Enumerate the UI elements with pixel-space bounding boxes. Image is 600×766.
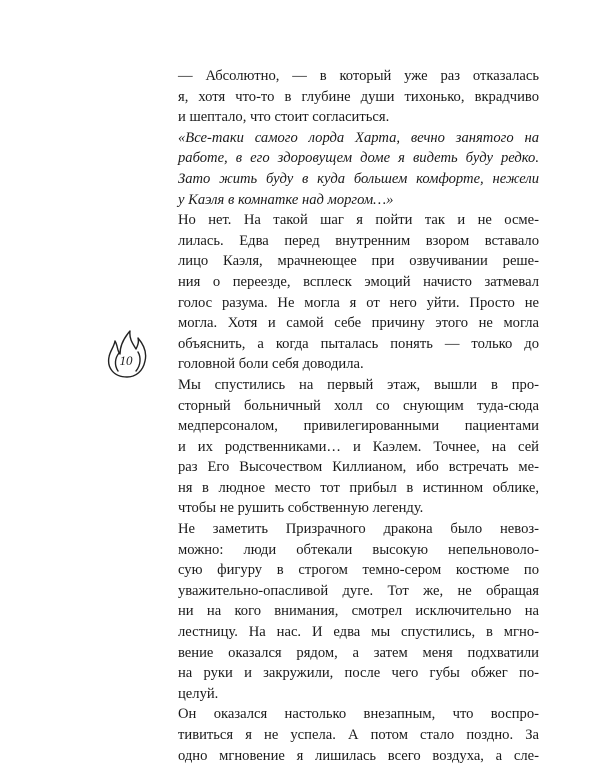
text-line: у Каэля в комнатке над моргом…» — [178, 191, 394, 208]
paragraph — [160, 375, 539, 519]
paragraph — [160, 66, 539, 128]
text-line: ня в людное место тот прибыл в истинном облике, — [178, 479, 539, 496]
text-line: и их родственниками… и Каэлем. Точнее, на сей — [178, 438, 539, 455]
paragraph — [160, 128, 539, 210]
text-line: — Абсолютно, — в который уже раз отказалась — [178, 68, 539, 84]
text-line: вение оказался рядом, а затем меня подхватили — [178, 644, 539, 661]
text-line: Он оказался настолько внезапным, что воспро- — [178, 706, 539, 723]
text-line: работе, в его здоровущем доме я видеть буду редко. — [178, 150, 539, 167]
text-line: головной боли себя доводила. — [178, 356, 364, 373]
text-line: целуй. — [178, 685, 219, 702]
text-line: одно мгновение я лишилась всего воздуха, а сле- — [178, 747, 539, 764]
text-line: лицо Каэля, мрачнеющее при озвучивании реше- — [178, 253, 539, 270]
text-line: на руки и закружили, после чего губы обжег по- — [178, 665, 539, 682]
text-line: чтобы не рушить собственную легенду. — [178, 500, 424, 517]
paragraph — [160, 704, 539, 766]
text-line: Мы спустились на первый этаж, вышли в про- — [178, 376, 539, 393]
text-line: ни на кого внимания, смотрел исключительно на — [178, 603, 539, 620]
text-line: объяснить, а когда пыталась понять — только до — [178, 335, 539, 352]
text-line: лилась. Едва перед внутренним взором вставало — [178, 232, 539, 249]
text-line: медперсоналом, привилегированными пациентами — [178, 418, 539, 435]
text-line: и шептало, что стоит согласиться. — [178, 109, 390, 126]
text-line: я, хотя что-то в глубине души тихонько, вкрадчиво — [178, 88, 539, 105]
paragraph — [160, 210, 539, 375]
text-line: уважительно-опасливой дуге. Тот же, не обращая — [178, 582, 539, 599]
text-line: раз Его Высочеством Киллианом, ибо встречать ме- — [178, 459, 539, 476]
body-text — [160, 66, 539, 766]
text-line: ния о переезде, всплеск эмоций начисто затмевал — [178, 273, 539, 290]
text-line: голос разума. Не могла я от него уйти. Просто не — [178, 294, 539, 311]
page-number: 10 — [119, 353, 133, 368]
text-line: сую фигуру в строгом темно-сером костюме по — [178, 562, 539, 579]
text-line: Но нет. На такой шаг я пойти так и не осме- — [178, 212, 539, 229]
text-line: сторный больничный холл со снующим туда-сюда — [178, 397, 539, 414]
text-line: можно: люди обтекали высокую непельноволо- — [178, 541, 539, 558]
text-line: Не заметить Призрачного дракона было невоз- — [178, 521, 539, 538]
paragraph — [160, 519, 539, 704]
text-line: Зато жить буду в куда большем комфорте, нежели — [178, 170, 539, 187]
text-line: могла. Хотя и самой себе причину этого не могла — [178, 315, 539, 332]
text-line: лестницу. На нас. И едва мы спустились, в мгно- — [178, 624, 539, 641]
text-line: тивиться я не успела. А потом стало поздно. За — [178, 727, 539, 743]
text-line: «Все-таки самого лорда Харта, вечно занятого на — [178, 129, 539, 146]
